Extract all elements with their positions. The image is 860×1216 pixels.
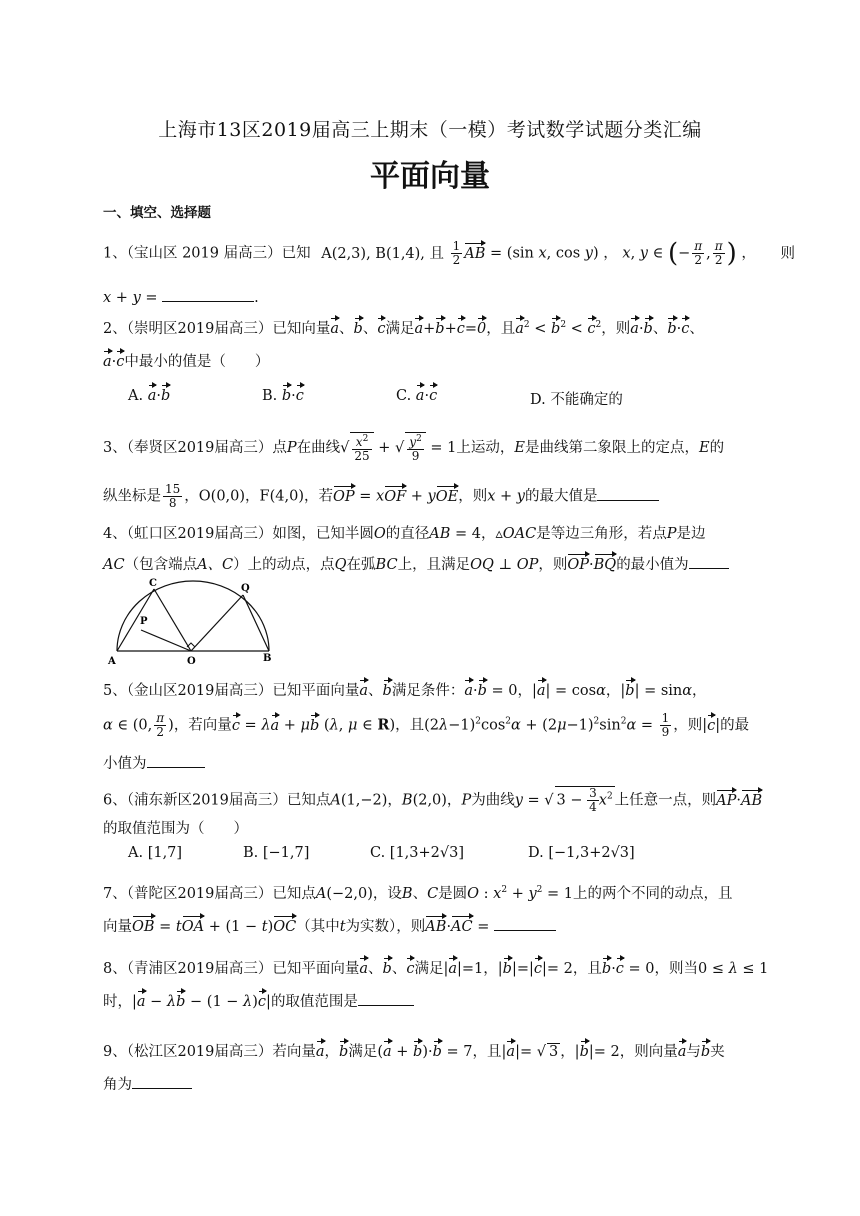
semicircle-figure: [103, 575, 273, 667]
answer-blank[interactable]: [597, 486, 659, 501]
problem-5-line-1: 5、（金山区2019届高三）已知平面向量a、b满足条件：a·b = 0，|a| = cosα，|b| = sinα，: [103, 683, 707, 699]
problem-7-line-1: 7、（普陀区2019届高三）已知点A(−2,0)，设B、C是圆O : $x^2 + y^2 = 1$上的两个不同的动点，且: [103, 885, 733, 902]
problem-4-line-2: AC（包含端点A、C）上的动点，点Q在弧BC上，且满足OQ ⊥ OP，则OP·BQ的最小值为: [103, 553, 729, 574]
answer-blank[interactable]: [494, 916, 556, 931]
answer-blank[interactable]: [132, 1074, 192, 1089]
problem-2-line-2: a·c中最小的值是（ ）: [103, 354, 270, 370]
problem-6-option-b[interactable]: B. [−1,7]: [243, 845, 310, 861]
problem-2-option-d[interactable]: D. 不能确定的: [530, 392, 623, 408]
problem-9-line-2: 角为: [103, 1073, 192, 1094]
segment-co: [154, 589, 191, 651]
problem-6-line-1: 6、（浦东新区2019届高三）已知点A(1,−2)，B(2,0)，P为曲线y = √ 3 − $\frac{3}{4}$ $x^2$ 上任意一点，则AP·AB: [103, 786, 763, 814]
label-q: Q: [241, 583, 250, 594]
problem-2-option-b[interactable]: B. b·c: [262, 388, 304, 404]
section-heading: 一、填空、选择题: [103, 205, 211, 221]
problem-1-line-1: 1、（宝山区 2019 届高三）已知 A(2,3), B(1,4), 且 $\frac{1}{2}$ AB = (sin x, cos y) ， x, y ∈ (− $\frac{\pi}{2}$ , $\frac{\pi}{2}$ ) ， 则: [103, 238, 796, 269]
problem-4-line-1: 4、（虹口区2019届高三）如图，已知半圆O的直径AB = 4，▵OAC是等边三角形，若点P是边: [103, 526, 706, 542]
label-p: P: [140, 616, 148, 627]
problem-6-option-d[interactable]: D. [−1,3+2√3]: [528, 845, 635, 861]
label-o: O: [187, 656, 196, 667]
answer-blank[interactable]: [358, 991, 414, 1006]
segment-qb: [243, 595, 269, 651]
problem-6-line-2: 的取值范围为（ ）: [103, 821, 248, 837]
problem-2-line-1: 2、（崇明区2019届高三）已知向量a、b、c满足a+b+c=0，且$a^2 < b^2 < c^2$，则a·b、b·c、: [103, 320, 704, 337]
problem-5-line-2: α ∈ (0, $\frac{\pi}{2}$ )，若向量c = λa + μb (λ, μ ∈ R)，且$(2\lambda-1)^2\cos^2\alpha + (2\mu-1)^2\sin^2\alpha$ = $\frac{1}{9}$ ，则|c|的最: [103, 711, 750, 739]
document-title: 平面向量: [370, 159, 490, 194]
label-a: A: [108, 656, 116, 667]
answer-blank[interactable]: [147, 753, 205, 768]
problem-1-line-2: x + y = .: [103, 287, 259, 306]
problem-3-line-1: 3、（奉贤区2019届高三）点P在曲线√ $\frac{x^2}{25}$ + √ $\frac{y^2}{9}$ = 1上运动，E是曲线第二象限上的定点，E的: [103, 434, 725, 463]
problem-9-line-1: 9、（松江区2019届高三）若向量a，b满足(a + b)·b = 7，且|a|= √ 3 ，|b|= 2，则向量a与b夹: [103, 1044, 725, 1060]
segment-oq: [191, 595, 243, 651]
problem-2-option-a[interactable]: A. a·b: [128, 388, 171, 404]
answer-blank[interactable]: [162, 287, 254, 302]
right-angle-mark: [187, 643, 195, 647]
label-b: B: [263, 653, 272, 664]
problem-6-option-c[interactable]: C. [1,3+2√3]: [370, 845, 465, 861]
problem-8-line-1: 8、（青浦区2019届高三）已知平面向量a、b、c满足|a|=1，|b|=|c|= 2，且b·c = 0，则当0 ≤ λ ≤ 1: [103, 961, 769, 977]
problem-8-line-2: 时，|a − λb − (1 − λ)c|的取值范围是: [103, 990, 414, 1011]
answer-blank[interactable]: [689, 554, 729, 569]
segment-ac: [117, 589, 154, 651]
problem-7-line-2: 向量OB = tOA + (1 − t)OC（其中t为实数），则AB·AC =: [103, 915, 556, 936]
label-c: C: [149, 578, 157, 589]
problem-6-option-a[interactable]: A. [1,7]: [128, 845, 183, 861]
segment-op: [141, 630, 191, 651]
problem-2-option-c[interactable]: C. a·c: [396, 388, 438, 404]
problem-5-line-3: 小值为: [103, 752, 205, 773]
problem-3-line-2: 纵坐标是 $\frac{15}{8}$ ，O(0,0)，F(4,0)，若OP = xOF + yOE，则x + y的最大值是: [103, 483, 659, 510]
document-subtitle: 上海市13区2019届高三上期末（一模）考试数学试题分类汇编: [158, 119, 702, 141]
